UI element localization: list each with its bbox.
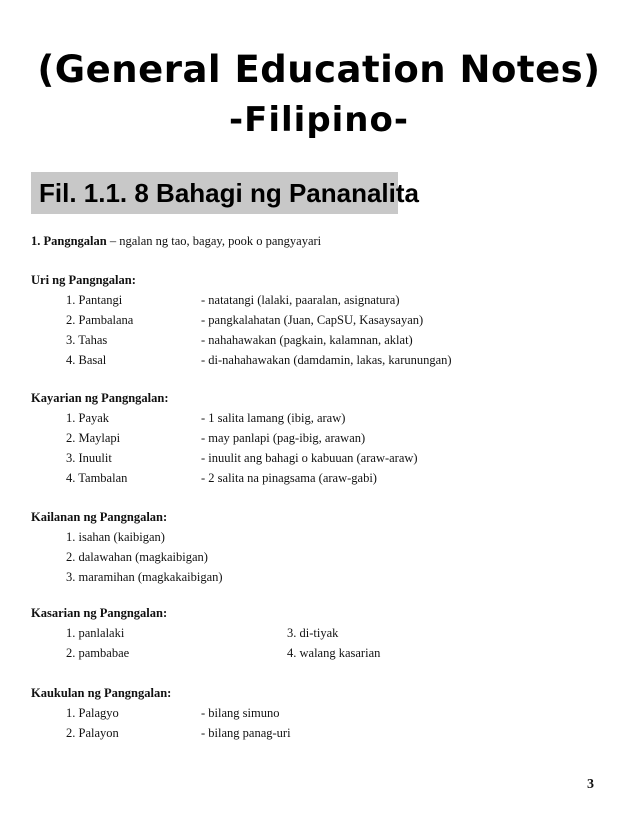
uri-item-label: 1. Pantangi — [66, 293, 123, 307]
kasarian-heading: Kasarian ng Pangngalan: — [31, 606, 168, 620]
kaukulan-item-label: 2. Palayon — [66, 726, 119, 740]
uri-item-desc: - di-nahahawakan (damdamin, lakas, karunungan) — [201, 353, 452, 367]
uri-item-label: 2. Pambalana — [66, 313, 134, 327]
section-banner: Fil. 1.1. 8 Bahagi ng Pananalita — [31, 172, 398, 214]
kasarian-item: 2. pambabae — [66, 646, 130, 660]
kailanan-item: 1. isahan (kaibigan) — [66, 530, 165, 544]
kailanan-item: 3. maramihan (magkakaibigan) — [66, 570, 223, 584]
page-number: 3 — [587, 777, 594, 792]
uri-item-desc: - pangkalahatan (Juan, CapSU, Kasaysayan) — [201, 313, 424, 327]
kailanan-item: 2. dalawahan (magkaibigan) — [66, 550, 208, 564]
uri-item-desc: - natatangi (lalaki, paaralan, asignatura) — [201, 293, 400, 307]
uri-item-label: 4. Basal — [66, 353, 107, 367]
kaukulan-item-desc: - bilang simuno — [201, 706, 280, 720]
kayarian-item-label: 3. Inuulit — [66, 451, 112, 465]
kasarian-item: 3. di-tiyak — [287, 626, 339, 640]
kailanan-heading: Kailanan ng Pangngalan: — [31, 510, 168, 524]
kayarian-item-label: 1. Payak — [66, 411, 110, 425]
uri-item-label: 3. Tahas — [66, 333, 108, 347]
kaukulan-heading: Kaukulan ng Pangngalan: — [31, 686, 172, 700]
definition-term: 1. Pangngalan — [31, 234, 107, 248]
kayarian-item-label: 4. Tambalan — [66, 471, 128, 485]
uri-heading: Uri ng Pangngalan: — [31, 273, 136, 287]
kayarian-item-label: 2. Maylapi — [66, 431, 121, 445]
kaukulan-item-label: 1. Palagyo — [66, 706, 119, 720]
kayarian-item-desc: - 2 salita na pinagsama (araw-gabi) — [201, 471, 377, 485]
kasarian-item: 1. panlalaki — [66, 626, 125, 640]
page-title: (General Education Notes) — [37, 48, 601, 91]
uri-item-desc: - nahahawakan (pagkain, kalamnan, aklat) — [201, 333, 413, 347]
kayarian-item-desc: - may panlapi (pag-ibig, arawan) — [201, 431, 366, 445]
kayarian-item-desc: - inuulit ang bahagi o kabuuan (araw-araw) — [201, 451, 418, 465]
kasarian-item: 4. walang kasarian — [287, 646, 381, 660]
kayarian-item-desc: - 1 salita lamang (ibig, araw) — [201, 411, 346, 425]
page-subtitle: -Filipino- — [229, 100, 409, 140]
definition-line — [31, 233, 321, 249]
definition-text: – ngalan ng tao, bagay, pook o pangyayari — [109, 234, 322, 248]
kaukulan-item-desc: - bilang panag-uri — [201, 726, 291, 740]
kayarian-heading: Kayarian ng Pangngalan: — [31, 391, 169, 405]
